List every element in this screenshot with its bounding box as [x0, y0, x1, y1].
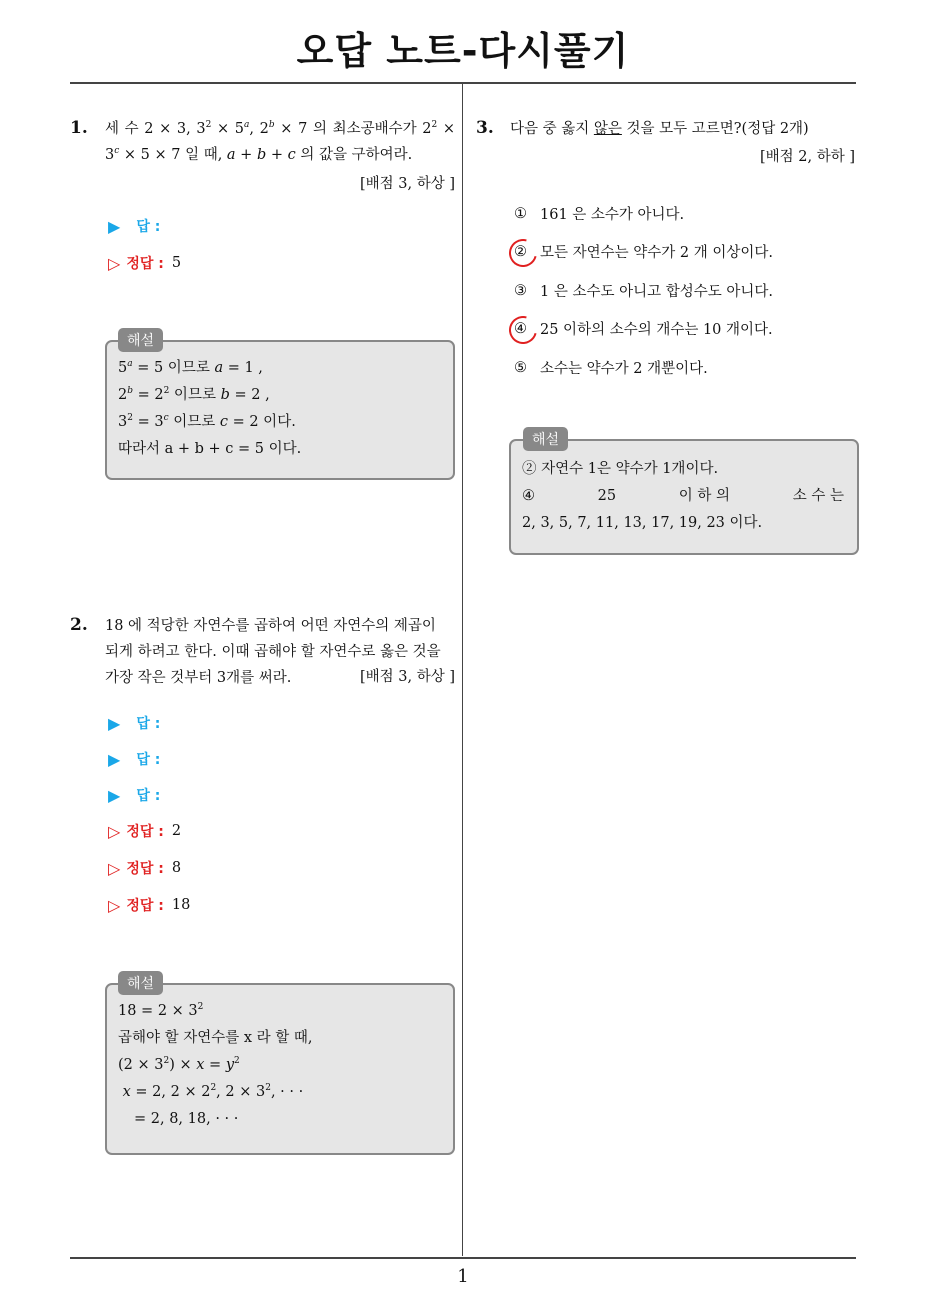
explanation-tag: 해설	[523, 427, 568, 451]
correct-value: 8	[171, 860, 182, 876]
column-divider	[462, 84, 463, 1256]
outline-play-icon: ▷	[108, 858, 121, 878]
correct-label: 정답 :	[126, 256, 164, 272]
question-1-number: 1.	[70, 118, 88, 138]
explanation-line: $5^a = 5$ 이므로 a = 1 ,	[118, 359, 263, 376]
choice-5[interactable]	[514, 357, 708, 378]
correct-label: 정답 :	[126, 824, 164, 840]
explanation-line: = 2, 8, 18, · · ·	[134, 1111, 239, 1127]
explanation-line: 따라서 a + b + c = 5 이다.	[118, 441, 302, 457]
choice-1[interactable]	[514, 203, 684, 224]
correct-value: 18	[171, 897, 191, 913]
question-3-explanation	[522, 456, 844, 537]
play-icon: ▶	[108, 785, 121, 805]
question-2-answer-row[interactable]	[108, 785, 160, 805]
red-circle-mark-icon	[504, 310, 542, 348]
question-2-explanation	[118, 998, 313, 1133]
choice-text: 25 이하의 소수의 개수는 10 개이다.	[540, 322, 773, 338]
choice-4[interactable]	[514, 318, 773, 339]
explanation-line: 곱해야 할 자연수를 x 라 할 때,	[118, 1030, 313, 1046]
explanation-line: $2^b = 2^2$ 이므로 b = 2 ,	[118, 386, 270, 403]
answer-label: 답 :	[136, 716, 161, 732]
question-1-answer-row[interactable]	[108, 216, 160, 236]
choice-number: ③	[514, 282, 527, 299]
question-3-meta: [배점 2, 하하 ]	[759, 149, 855, 165]
top-divider	[70, 82, 856, 84]
choice-3[interactable]	[514, 280, 773, 301]
outline-play-icon: ▷	[108, 253, 121, 273]
correct-value: 2	[171, 823, 182, 839]
question-2-answer-row[interactable]	[108, 713, 160, 733]
choice-2[interactable]	[514, 241, 773, 262]
play-icon: ▶	[108, 749, 121, 769]
correct-label: 정답 :	[126, 861, 164, 877]
answer-label: 답 :	[136, 752, 161, 768]
question-3-number: 3.	[476, 118, 494, 138]
explanation-line: ② 자연수 1은 약수가 1개이다.	[522, 461, 719, 477]
question-2-correct-row	[108, 858, 181, 878]
choice-number: ①	[514, 205, 527, 222]
explanation-line: $18 = 2 \times 3^2$	[118, 1002, 204, 1019]
choice-text: 소수는 약수가 2 개뿐이다.	[540, 361, 708, 377]
explanation-tag: 해설	[118, 328, 163, 352]
explanation-tag: 해설	[118, 971, 163, 995]
explanation-line: ④ 25 이 하 의 소 수 는	[522, 488, 844, 504]
question-2-correct-row	[108, 821, 181, 841]
choice-text: 161 은 소수가 아니다.	[540, 207, 685, 223]
correct-value: 5	[171, 255, 182, 271]
red-circle-mark-icon	[504, 233, 542, 271]
explanation-line: $(2 \times 3^2) \times x = y^2$	[118, 1056, 240, 1073]
explanation-line: 2, 3, 5, 7, 11, 13, 17, 19, 23 이다.	[522, 515, 763, 531]
question-2-meta: [배점 3, 하상 ]	[359, 669, 455, 685]
choice-text: 1 은 소수도 아니고 합성수도 아니다.	[540, 284, 773, 300]
question-2-text: 18 에 적당한 자연수를 곱하여 어떤 자연수의 제곱이 되게 하려고 한다. 이때 곱해야 할 자연수로 옳은 것을 가장 작은 것부터 3개를 써라.	[105, 618, 441, 686]
choice-number: ④	[514, 321, 534, 337]
question-2-number: 2.	[70, 615, 88, 635]
question-2-correct-row	[108, 895, 190, 915]
question-1-text: 세 수 2 × 3, $3^2 \times 5^a$, $2^b \times 7$ 의 최소공배수가 $2^2 \times 3^c \times 5 \times 7$ 일 때, a + b + c 의 값을 구하여라.	[105, 120, 456, 163]
play-icon: ▶	[108, 216, 121, 236]
play-icon: ▶	[108, 713, 121, 733]
bottom-divider	[70, 1257, 856, 1259]
question-1-explanation	[118, 355, 301, 463]
question-1-correct-row	[108, 253, 181, 273]
choice-text: 모든 자연수는 약수가 2 개 이상이다.	[540, 245, 773, 261]
question-1-meta: [배점 3, 하상 ]	[359, 176, 455, 192]
answer-label: 답 :	[136, 219, 161, 235]
explanation-line: $3^2 = 3^c$ 이므로 c = 2 이다.	[118, 413, 296, 430]
choice-number: ②	[514, 244, 534, 260]
explanation-line: x = 2, $2 \times 2^2$, $2 \times 3^2$, · · ·	[122, 1083, 304, 1100]
answer-label: 답 :	[136, 788, 161, 804]
correct-label: 정답 :	[126, 898, 164, 914]
outline-play-icon: ▷	[108, 895, 121, 915]
question-3-text: 다음 중 옳지 않은 것을 모두 고르면?(정답 2개)	[510, 121, 809, 137]
question-2-answer-row[interactable]	[108, 749, 160, 769]
choice-number: ⑤	[514, 359, 527, 376]
page-title: 오답 노트-다시풀기	[296, 29, 630, 73]
page-number: 1	[457, 1266, 469, 1287]
outline-play-icon: ▷	[108, 821, 121, 841]
